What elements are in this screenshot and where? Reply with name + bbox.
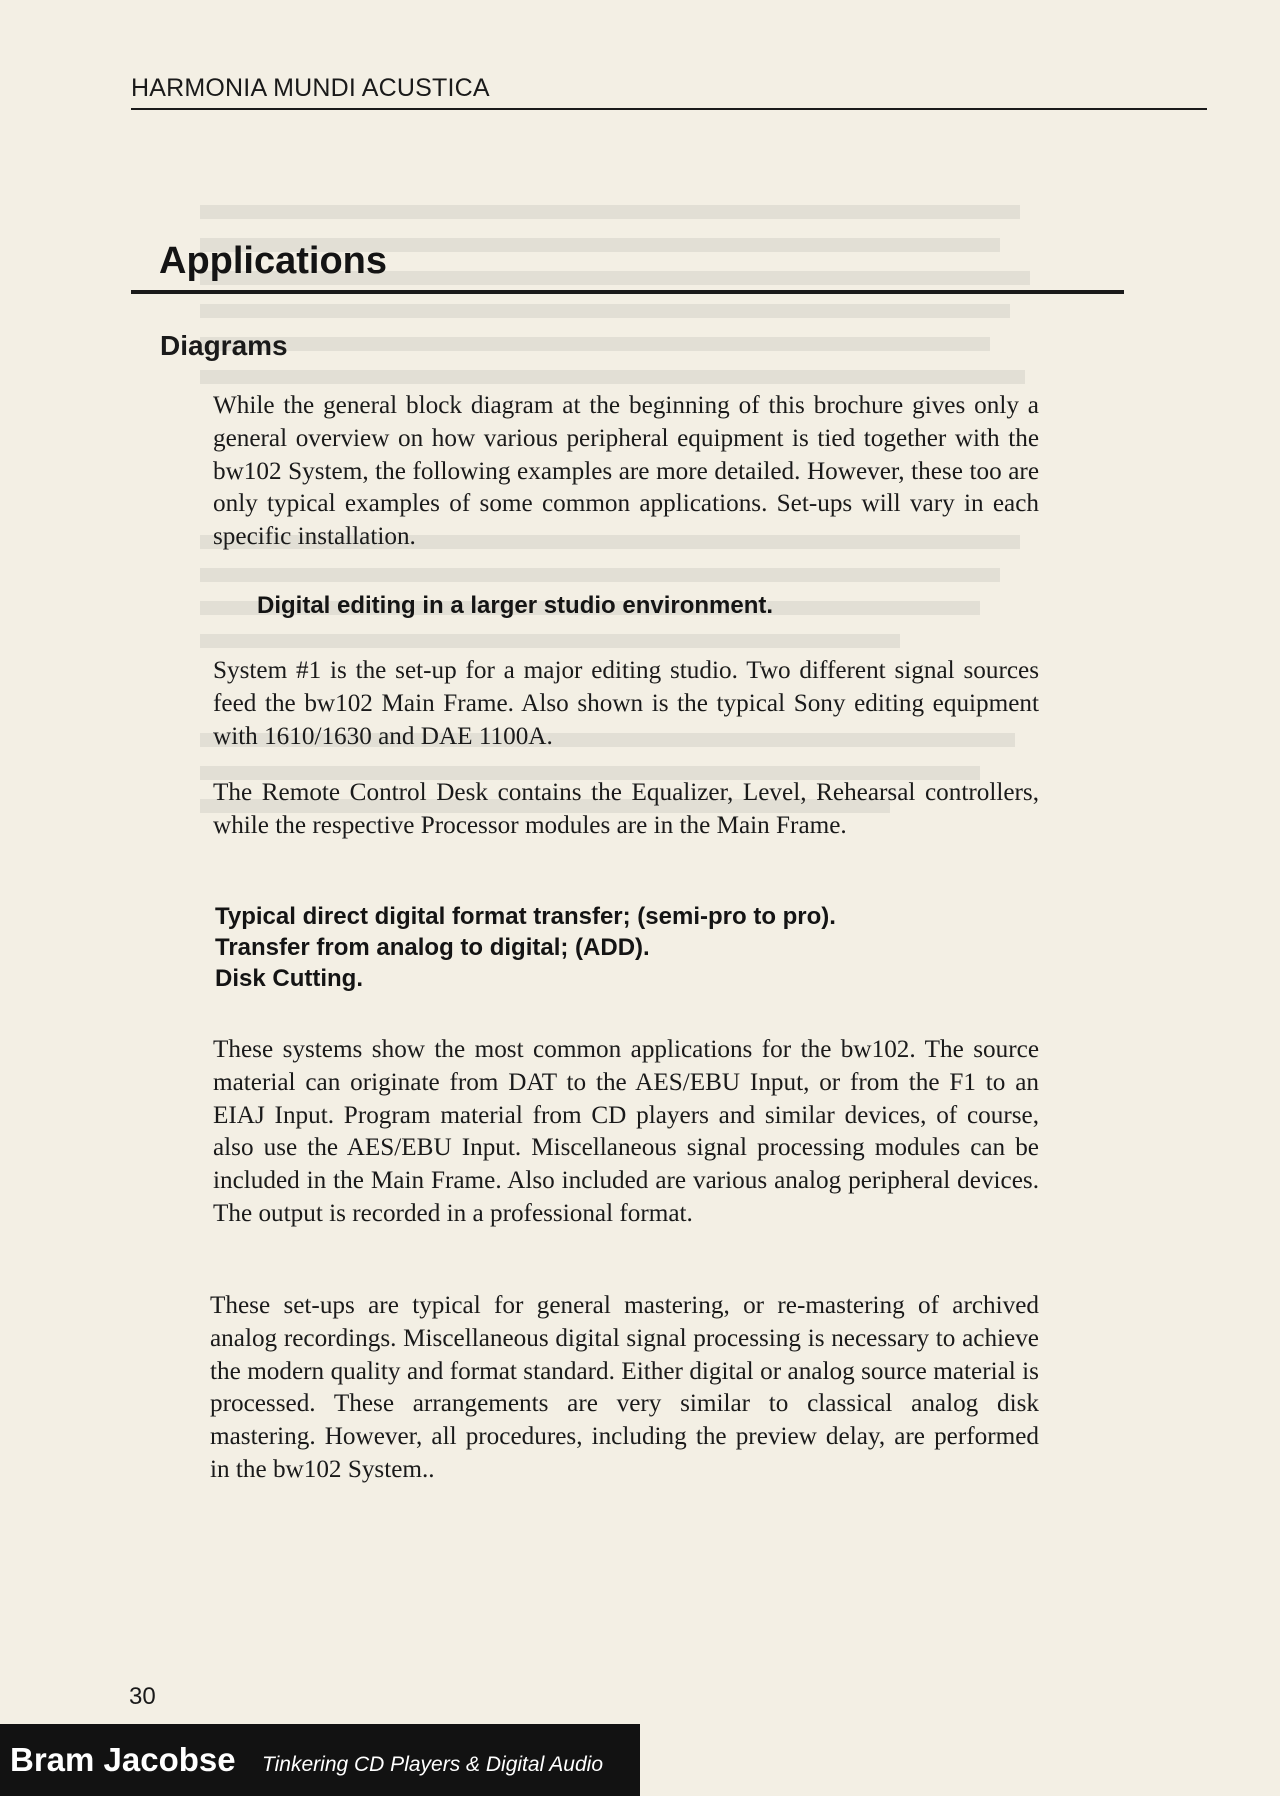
banner-tagline: Tinkering CD Players & Digital Audio [262,1753,604,1776]
system1-paragraph: System #1 is the set-up for a major editing studio. Two different signal sources feed the bw102 Main Frame. Also shown is the typical Sony editing equipment with 1610/1630 and DAE 1100A. [213,657,1039,750]
header-rule [131,108,1207,110]
transfer-heading-line: Typical direct digital format transfer; (semi-pro to pro). [215,903,836,930]
transfer-heading-line: Transfer from analog to digital; (ADD). [215,934,650,961]
watermark-banner [0,1724,640,1796]
section-title: Applications [159,240,388,282]
remote-desk-paragraph: The Remote Control Desk contains the Equalizer, Level, Rehearsal controllers, while the respective Processor modules are in the Main Frame. [213,779,1039,839]
banner-name: Bram Jacobse [10,1741,236,1778]
page-number: 30 [129,1683,156,1710]
subsection-title: Diagrams [160,330,288,361]
transfer-headings [215,901,836,994]
transfer-heading-line: Disk Cutting. [215,965,363,992]
section-rule [131,290,1124,294]
common-applications-paragraph: These systems show the most common applications for the bw102. The source material can originate from DAT to the AES/EBU Input, or from the F1 to an EIAJ Input. Program material from CD players and similar devices, of course, also use the AES/EBU Input. Miscellaneous signal processing modules can be included in the Main Frame. Also included are various analog peripheral devices. The output is recorded in a professional format. [213,1036,1039,1227]
mastering-paragraph: These set-ups are typical for general mastering, or re-mastering of archived analog recordings. Miscellaneous digital signal processing is necessary to achieve the modern quality and format standard. Either digital or analog source material is processed. These arrangements are very similar to classical analog disk mastering. However, all procedures, including the preview delay, are performed in the bw102 System.. [210,1292,1039,1483]
running-header: HARMONIA MUNDI ACUSTICA [131,74,490,102]
digital-editing-heading: Digital editing in a larger studio environment. [257,592,774,619]
intro-paragraph: While the general block diagram at the beginning of this brochure gives only a general overview on how various peripheral equipment is tied together with the bw102 System, the following examples are more detailed. However, these too are only typical examples of some common applications. Set-ups will vary in each specific installation. [213,392,1039,551]
